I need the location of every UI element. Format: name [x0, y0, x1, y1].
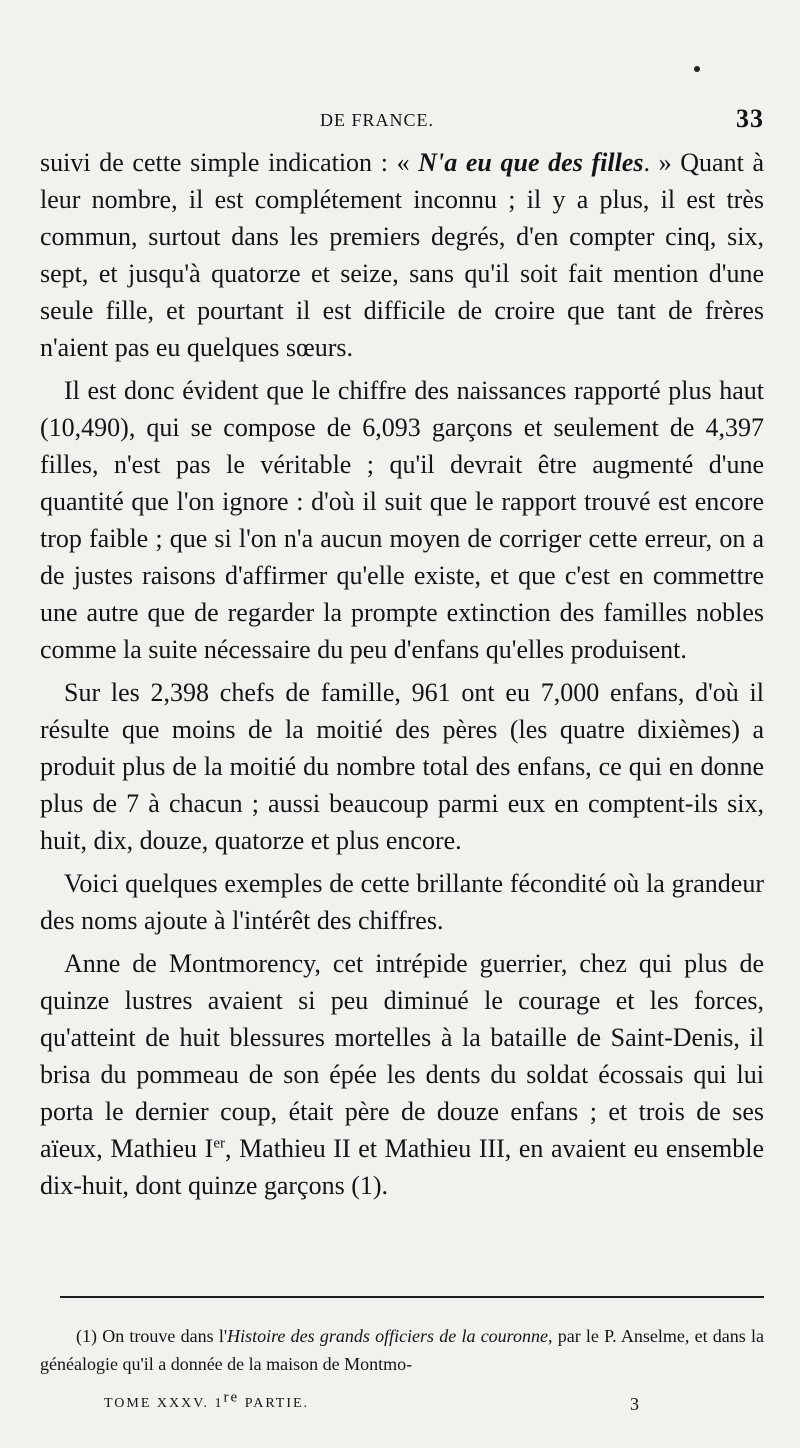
- page-header: [40, 104, 764, 140]
- paragraph-3: Sur les 2,398 chefs de famille, 961 ont eu 7,000 enfans, d'où il résulte que moins de la moitié des pères (les quatre dixièmes) a produit plus de la moitié du nombre total des enfans, ce qui en donne plus de 7 à chacun ; aussi beaucoup parmi eux en comptent-ils six, huit, dix, douze, quatorze et plus encore.: [40, 678, 764, 855]
- paragraph-1-emphasis: N'a eu que des filles: [418, 148, 644, 177]
- page-footer: [40, 1389, 764, 1420]
- footnote-text-start: (1) On trouve dans l': [76, 1326, 228, 1346]
- paragraph-1-text-cont: . » Quant à leur nombre, il est complétement inconnu ; il y a plus, il est très commun, surtout dans les premiers degrés, d'en compter cinq, six, sept, et jusqu'à quatorze et seize, sans qu'il soit fait mention d'une seule fille, et pourtant il est difficile de croire que tant de frères n'aient pas eu quelques sœurs.: [40, 148, 764, 362]
- paragraph-5-text: Anne de Montmorency, cet intrépide guerrier, chez qui plus de quinze lustres avaient si peu diminué le courage et les forces, qu'atteint de huit blessures mortelles à la bataille de Saint-Denis, il brisa du pommeau de son épée les dents du soldat écossais qui lui porta le dernier coup, était père de douze enfans ; et trois de ses aïeux, Mathieu I: [40, 949, 764, 1163]
- running-title: DE FRANCE.: [320, 110, 435, 130]
- paragraph-2: Il est donc évident que le chiffre des naissances rapporté plus haut (10,490), qui se compose de 6,093 garçons et seulement de 4,397 filles, n'est pas le véritable ; qu'il devrait être augmenté d'une quantité que l'on ignore : d'où il suit que le rapport trouvé est encore trop faible ; que si l'on n'a aucun moyen de corriger cette erreur, on a de justes raisons d'affirmer qu'elle existe, et que c'est en commettre une autre que de regarder la prompte extinction des familles nobles comme la suite nécessaire du peu d'enfans qu'elles produisent.: [40, 376, 764, 664]
- body-text: [40, 144, 764, 1210]
- page-number: 33: [736, 104, 764, 133]
- signature-superscript: re: [223, 1389, 240, 1406]
- paragraph-5-text-cont: , Mathieu II et Mathieu III, en avaient eu ensemble dix-huit, dont quinze garçons (1).: [40, 1134, 765, 1200]
- signature-text: TOME XXXV. 1: [104, 1396, 224, 1411]
- footnote-rule: [60, 1296, 764, 1298]
- footnote-italic-title: Histoire des grands officiers de la couronne: [227, 1326, 549, 1346]
- paragraph-1: [40, 144, 764, 366]
- footnote-text: [40, 1322, 764, 1378]
- footnote: [40, 1322, 764, 1378]
- signature-mark: 3: [630, 1394, 641, 1414]
- footnote-text-end: , par le P. Anselme, et dans la généalogie qu'il a donnée de la maison de Montmo-: [40, 1326, 764, 1374]
- paragraph-5: [40, 945, 764, 1204]
- signature-text-end: PARTIE.: [239, 1396, 310, 1411]
- ink-speck: [694, 66, 700, 72]
- paragraph-4: Voici quelques exemples de cette brillante fécondité où la grandeur des noms ajoute à l'intérêt des chiffres.: [40, 869, 764, 935]
- signature-line: [104, 1389, 310, 1412]
- paragraph-1-text: suivi de cette simple indication : «: [40, 148, 419, 177]
- paragraph-5-superscript: er: [213, 1135, 225, 1152]
